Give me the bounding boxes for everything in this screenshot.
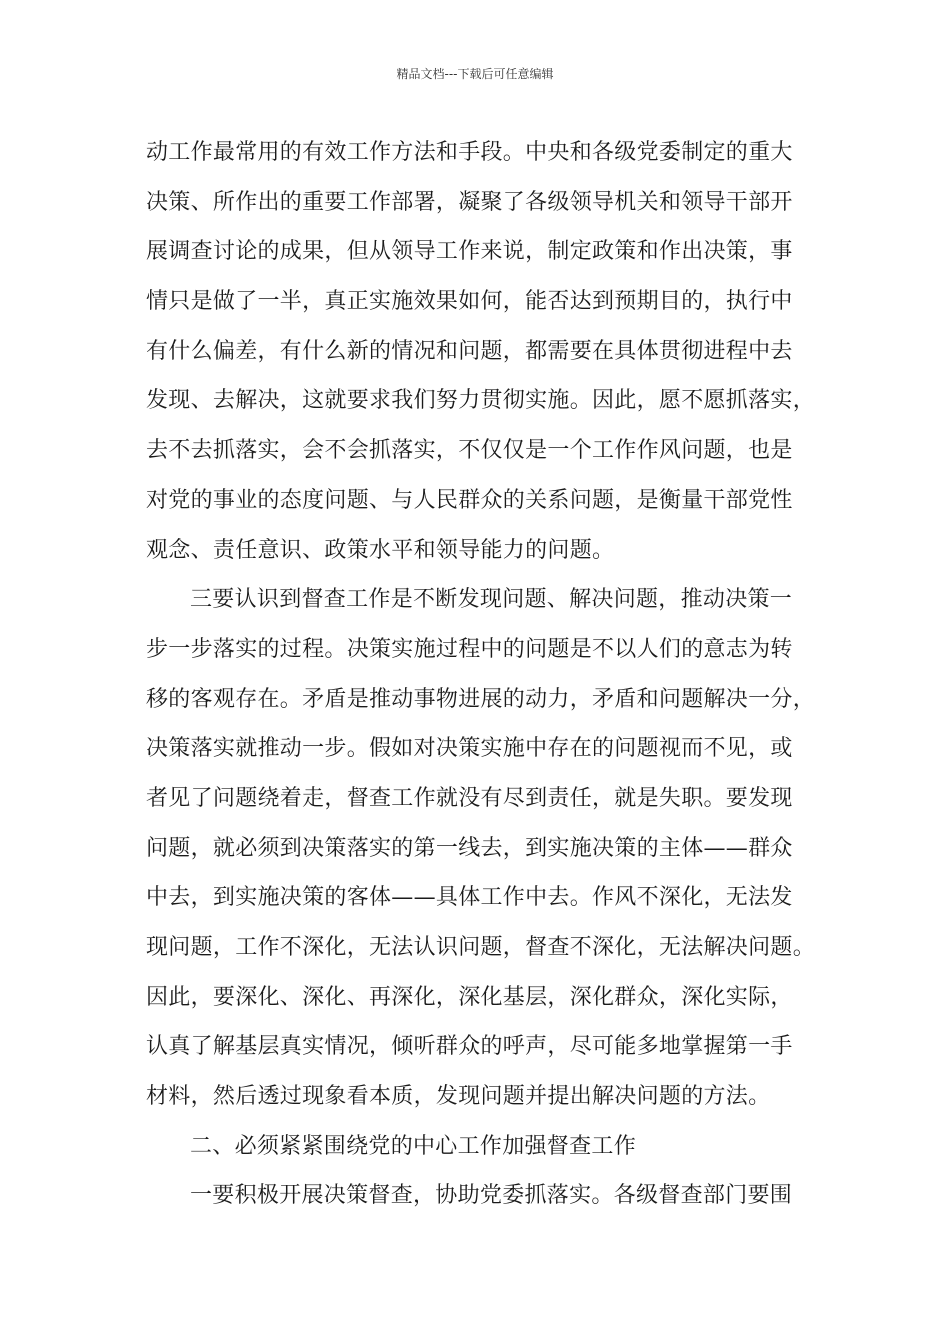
- text-line: 情只是做了一半，真正实施效果如何，能否达到预期目的，执行中: [146, 289, 793, 315]
- section-heading: 二、必须紧紧围绕党的中心工作加强督查工作: [190, 1133, 637, 1159]
- text-line: 决策、所作出的重要工作部署，凝聚了各级领导机关和领导干部开: [146, 189, 793, 215]
- text-line: 认真了解基层真实情况，倾听群众的呼声，尽可能多地掌握第一手: [146, 1034, 793, 1060]
- text-line: 步一步落实的过程。决策实施过程中的问题是不以人们的意志为转: [146, 636, 793, 662]
- text-line: 有什么偏差，有什么新的情况和问题，都需要在具体贯彻进程中去: [146, 338, 793, 364]
- text-line: 发现、去解决，这就要求我们努力贯彻实施。因此，愿不愿抓落实，: [146, 388, 816, 414]
- page-header: 精品文档---下载后可任意编辑: [396, 67, 554, 81]
- text-line: 问题，就必须到决策落实的第一线去，到实施决策的主体——群众: [146, 835, 793, 861]
- text-line: 展调查讨论的成果，但从领导工作来说，制定政策和作出决策，事: [146, 239, 793, 265]
- text-line: 材料，然后透过现象看本质，发现问题并提出解决问题的方法。: [146, 1084, 771, 1110]
- paragraph-start-line: 三要认识到督查工作是不断发现问题、解决问题，推动决策一: [190, 587, 793, 613]
- text-line: 观念、责任意识、政策水平和领导能力的问题。: [146, 537, 615, 563]
- text-line: 对党的事业的态度问题、与人民群众的关系问题，是衡量干部党性: [146, 487, 793, 513]
- text-line: 移的客观存在。矛盾是推动事物进展的动力，矛盾和问题解决一分，: [146, 686, 816, 712]
- text-line: 现问题，工作不深化，无法认识问题，督查不深化，无法解决问题。: [146, 935, 816, 960]
- text-line: 动工作最常用的有效工作方法和手段。中央和各级党委制定的重大: [146, 140, 793, 165]
- text-line: 去不去抓落实，会不会抓落实，不仅仅是一个工作作风问题，也是: [146, 438, 793, 464]
- text-line: 中去，到实施决策的客体——具体工作中去。作风不深化，无法发: [146, 885, 793, 911]
- paragraph-start-line: 一要积极开展决策督查，协助党委抓落实。各级督查部门要围: [190, 1183, 793, 1209]
- text-line: 决策落实就推动一步。假如对决策实施中存在的问题视而不见，或: [146, 736, 793, 762]
- text-line: 者见了问题绕着走，督查工作就没有尽到责任，就是失职。要发现: [146, 785, 793, 811]
- text-line: 因此，要深化、深化、再深化，深化基层，深化群众，深化实际，: [146, 984, 793, 1010]
- document-body: [146, 128, 826, 1221]
